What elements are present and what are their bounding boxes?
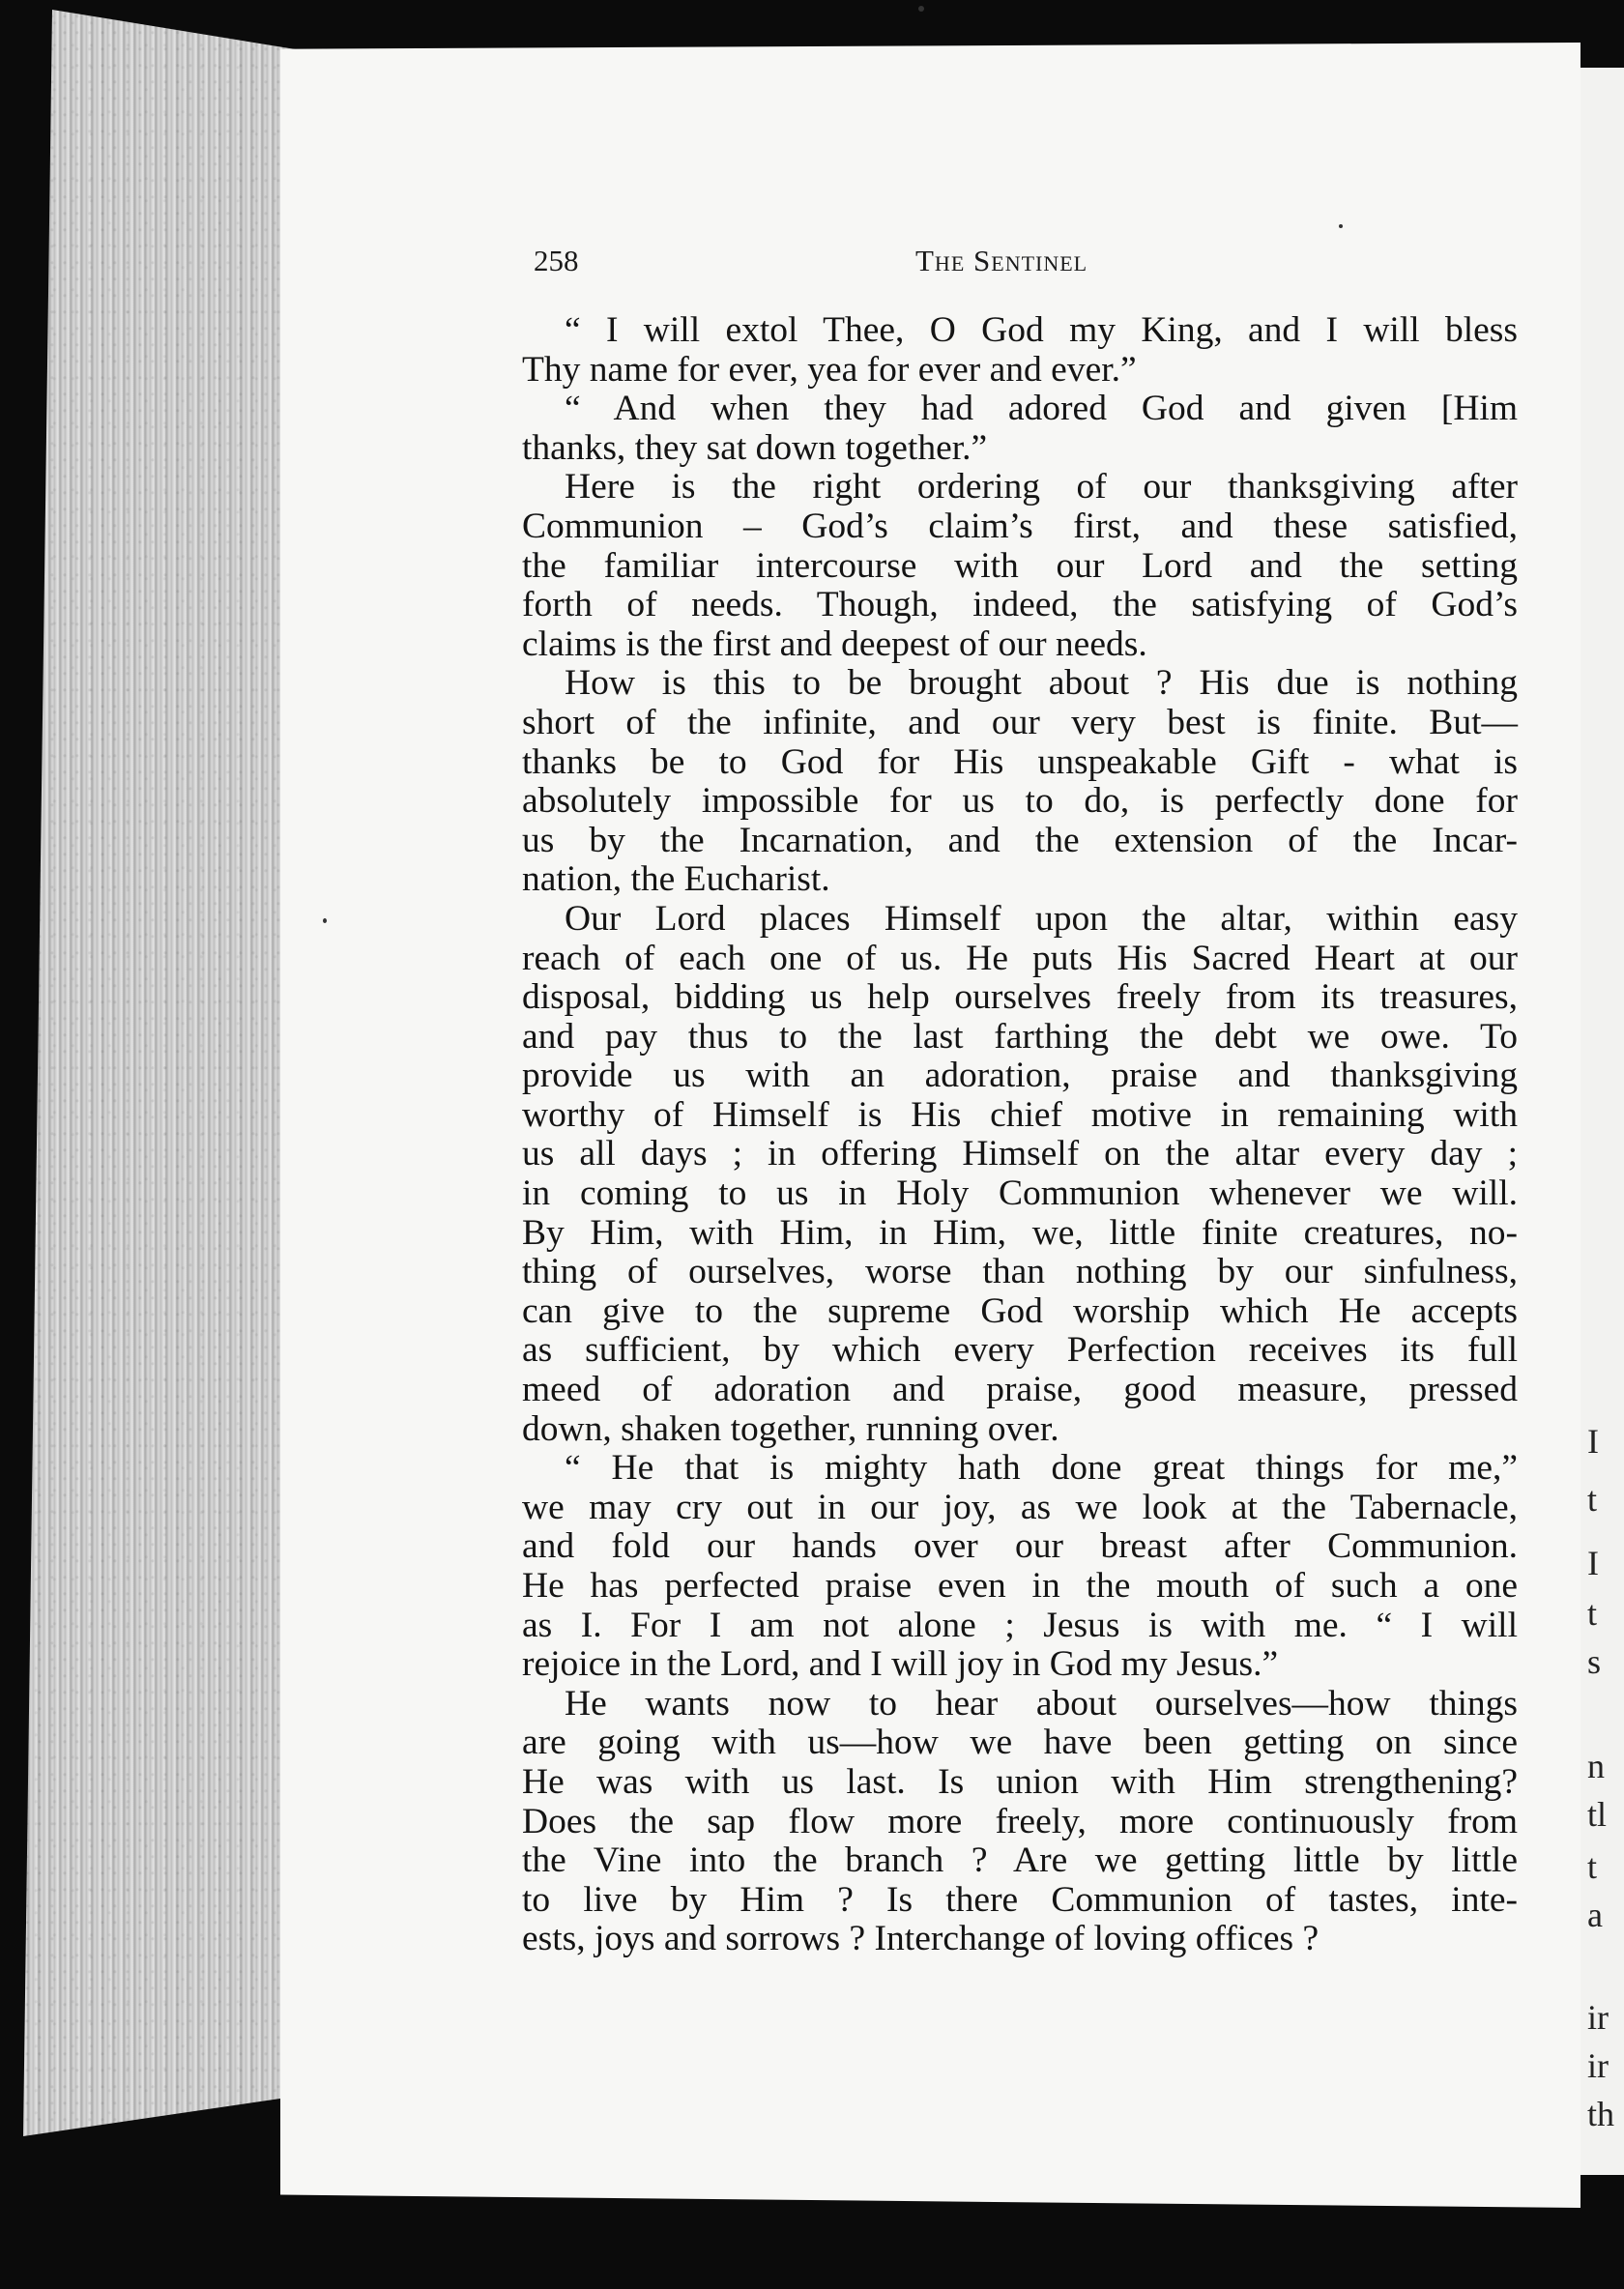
page-edges	[23, 10, 313, 2136]
edge-letter: a	[1587, 1896, 1603, 1934]
text-line: and pay thus to the last farthing the debt we owe. To	[522, 1016, 1518, 1057]
body-text	[522, 311, 1518, 1959]
text-line: He wants now to hear about ourselves—how things	[565, 1683, 1518, 1724]
text-line: “ And when they had adored God and given [Him	[565, 389, 1518, 429]
text-line: He has perfected praise even in the mouth of such a one	[522, 1566, 1518, 1606]
text-line: reach of each one of us. He puts His Sacred Heart at our	[522, 938, 1518, 978]
edge-letter: n	[1587, 1747, 1605, 1785]
text-line: thanks, they sat down together.”	[522, 427, 988, 468]
text-line: as sufficient, by which every Perfection receives its full	[522, 1330, 1518, 1371]
edge-letter: s	[1587, 1642, 1602, 1681]
edge-letter: t	[1587, 1847, 1598, 1886]
text-line: can give to the supreme God worship which He accepts	[522, 1290, 1518, 1331]
text-line: “ He that is mighty hath done great things for me,”	[565, 1448, 1518, 1489]
paragraph	[522, 1449, 1518, 1685]
edge-letter: I	[1587, 1544, 1599, 1582]
text-line: meed of adoration and praise, good measure, pressed	[522, 1370, 1518, 1410]
text-line: the Vine into the branch ? Are we getting little by little	[522, 1840, 1518, 1881]
page-header	[534, 244, 1524, 282]
text-line: worthy of Himself is His chief motive in remaining with	[522, 1094, 1518, 1135]
text-line: thing of ourselves, worse than nothing by our sinfulness,	[522, 1252, 1518, 1292]
text-line: as I. For I am not alone ; Jesus is with me. “ I will	[522, 1605, 1518, 1645]
text-line: Our Lord places Himself upon the altar, within easy	[565, 898, 1518, 939]
text-line: claims is the first and deepest of our needs.	[522, 623, 1147, 664]
text-line: provide us with an adoration, praise and thanksgiving	[522, 1056, 1518, 1096]
speck	[323, 918, 327, 923]
text-line: in coming to us in Holy Communion whenever we will.	[522, 1173, 1518, 1214]
text-line: thanks be to God for His unspeakable Gift - what is	[522, 741, 1518, 782]
text-line: Thy name for ever, yea for ever and ever.”	[522, 349, 1137, 390]
text-line: disposal, bidding us help ourselves freely from its treasures,	[522, 977, 1518, 1018]
edge-letter: tl	[1587, 1795, 1608, 1834]
text-line: rejoice in the Lord, and I will joy in God my Jesus.”	[522, 1644, 1279, 1685]
text-line: absolutely impossible for us to do, is perfectly done for	[522, 781, 1518, 822]
edge-letter: ir	[1587, 2046, 1609, 2085]
text-line: Does the sap flow more freely, more continuously from	[522, 1801, 1518, 1841]
page-number: 258	[534, 244, 579, 277]
edge-letter: t	[1587, 1480, 1598, 1519]
edge-letter: I	[1587, 1422, 1599, 1461]
text-line: are going with us—how we have been getting on since	[522, 1723, 1518, 1763]
text-line: How is this to be brought about ? His due is nothing	[565, 663, 1518, 704]
paragraph	[522, 900, 1518, 1449]
speck	[1339, 224, 1343, 228]
running-title: The Sentinel	[915, 244, 1088, 277]
paragraph	[522, 311, 1518, 390]
speck	[918, 6, 924, 12]
paragraph	[522, 468, 1518, 664]
text-line: “ I will extol Thee, O God my King, and I will bless	[565, 310, 1518, 350]
text-line: ests, joys and sorrows ? Interchange of loving offices ?	[522, 1919, 1320, 1959]
text-line: us all days ; in offering Himself on the altar every day ;	[522, 1134, 1518, 1174]
edge-letter: t	[1587, 1594, 1598, 1633]
text-line: Here is the right ordering of our thanksgiving after	[565, 467, 1518, 507]
text-line: By Him, with Him, in Him, we, little finite creatures, no-	[522, 1212, 1518, 1253]
text-line: nation, the Eucharist.	[522, 859, 830, 900]
edge-letter: ir	[1587, 1998, 1609, 2037]
paragraph	[522, 664, 1518, 900]
text-line: we may cry out in our joy, as we look at the Tabernacle,	[522, 1487, 1518, 1527]
text-line: down, shaken together, running over.	[522, 1408, 1059, 1449]
text-line: the familiar intercourse with our Lord and the setting	[522, 545, 1518, 586]
text-line: short of the infinite, and our very best is finite. But—	[522, 702, 1518, 742]
text-line: and fold our hands over our breast after Communion.	[522, 1526, 1518, 1567]
paragraph	[522, 1685, 1518, 1959]
text-line: He was with us last. Is union with Him strengthening?	[522, 1761, 1518, 1802]
text-line: Communion – God’s claim’s first, and these satisfied,	[522, 506, 1518, 546]
text-line: forth of needs. Though, indeed, the satisfying of God’s	[522, 585, 1518, 625]
text-line: us by the Incarnation, and the extension of the Incar-	[522, 820, 1518, 860]
paragraph	[522, 390, 1518, 468]
text-line: to live by Him ? Is there Communion of tastes, inte-	[522, 1879, 1518, 1920]
edge-letter: th	[1587, 2095, 1615, 2133]
